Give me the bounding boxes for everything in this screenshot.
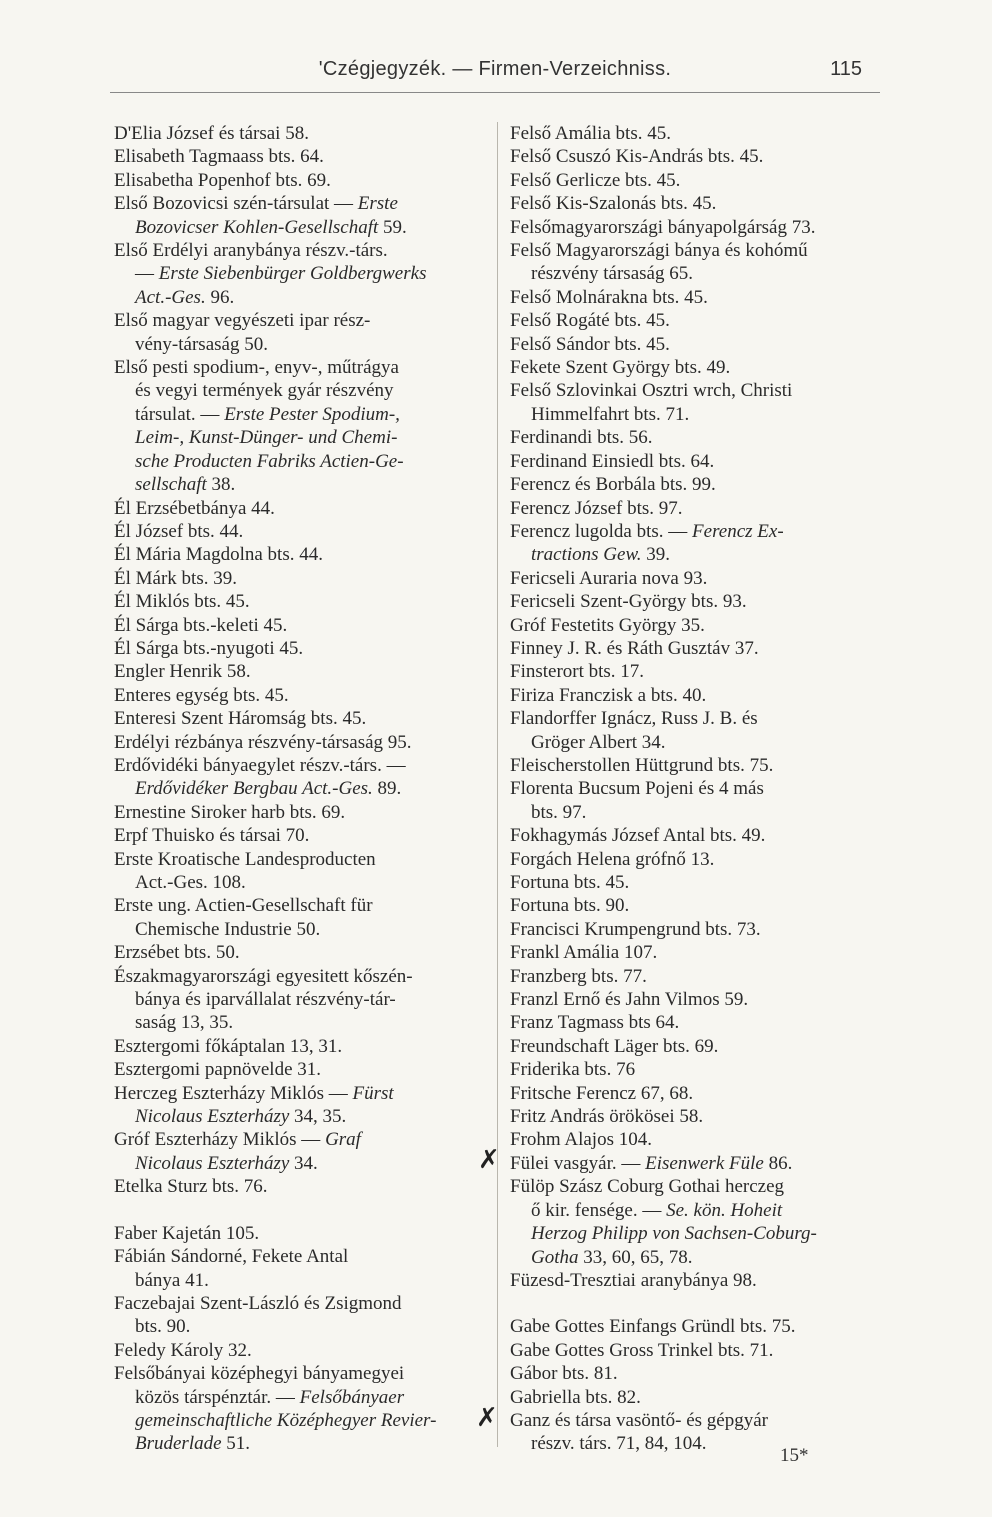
entry-text: Ferencz József bts. 97. (510, 497, 683, 519)
entry-text: Himmelfahrt bts. 71. (531, 403, 690, 425)
running-title: 'Czégjegyzék. — Firmen-Verzeichniss. (318, 58, 672, 80)
index-entry-line (510, 1339, 880, 1362)
entry-italic-text: Herzog Philipp von Sachsen-Coburg- (531, 1223, 817, 1245)
right-column (510, 122, 880, 1456)
entry-text: bánya és iparvállalat részvény-tár- (135, 989, 396, 1011)
index-entry-line (114, 1269, 484, 1292)
entry-text: Faczebajai Szent-László és Zsigmond (114, 1292, 402, 1314)
entry-text: Ferencz és Borbála bts. 99. (510, 474, 716, 496)
entry-text: bánya 41. (135, 1269, 209, 1291)
entry-italic-text: Gotha (531, 1246, 579, 1268)
entry-page-ref: 89. (372, 778, 402, 800)
index-entry-line (510, 403, 880, 426)
entry-page-ref: 34. (289, 1152, 318, 1174)
entry-text: Első Erdélyi aranybánya részv.-társ. (114, 240, 388, 262)
index-entry-line (114, 356, 484, 379)
index-entry-line (510, 473, 880, 496)
index-entry-line (510, 707, 880, 730)
index-entry-line (510, 684, 880, 707)
entry-text: Act.-Ges. 108. (135, 872, 246, 893)
index-entry-line (510, 918, 880, 941)
index-entry-line (510, 637, 880, 660)
index-entry-line (510, 497, 880, 520)
index-entry-line (114, 1222, 484, 1245)
index-entry-line (510, 1011, 880, 1034)
entry-text: Esztergomi papnövelde 31. (114, 1059, 322, 1081)
index-entry-line (510, 239, 880, 262)
entry-page-ref: 33, 60, 65, 78. (578, 1246, 693, 1268)
entry-text: Füzesd-Tresztiai aranybánya 98. (510, 1269, 757, 1291)
index-entry-line (114, 707, 484, 730)
entry-italic-text: Bruderlade (135, 1433, 222, 1455)
entry-text: saság 13, 35. (135, 1012, 234, 1034)
index-entry-line (114, 871, 484, 894)
entry-italic-text: Felsőbányaer (299, 1386, 405, 1408)
index-entry-line (510, 1105, 880, 1128)
entry-text: Finsterort bts. 17. (510, 661, 645, 683)
index-entry-line (510, 824, 880, 847)
entry-text: Gabriella bts. 82. (510, 1386, 641, 1408)
entry-text: Finney J. R. és Ráth Gusztáv 37. (510, 637, 759, 659)
entry-text: Feledy Károly 32. (114, 1339, 252, 1361)
entry-page-ref: 96. (205, 286, 235, 308)
index-entry-line (114, 1292, 484, 1315)
page-header (110, 52, 880, 93)
index-entry-line (510, 356, 880, 379)
entry-text: Él Márk bts. 39. (114, 567, 237, 589)
index-entry-line (114, 262, 484, 285)
entry-text: bts. 90. (135, 1316, 191, 1338)
entry-text: Elisabetha Popenhof bts. 69. (114, 169, 331, 191)
index-entry-line (510, 777, 880, 800)
index-entry-line (114, 379, 484, 402)
index-entry-line (114, 801, 484, 824)
entry-text: Felső Gerlicze bts. 45. (510, 169, 681, 191)
index-entry-line (114, 660, 484, 683)
index-entry-line (114, 169, 484, 192)
entry-text: Erdővidéki bányaegylet részv.-társ. — (114, 754, 406, 776)
index-entry-line (114, 1315, 484, 1338)
entry-text: Felső Szlovinkai Osztri wrch, Christi (510, 380, 793, 402)
index-entry-line (114, 1035, 484, 1058)
index-entry-line (510, 660, 880, 683)
entry-text: Ferdinandi bts. 56. (510, 427, 653, 449)
index-entry-line (510, 988, 880, 1011)
index-entry-line (510, 309, 880, 332)
entry-text: Északmagyarországi egyesitett kőszén- (114, 965, 413, 987)
index-entry-line (114, 309, 484, 332)
index-entry-line (114, 567, 484, 590)
entry-text: Frohm Alajos 104. (510, 1129, 652, 1151)
entry-text: ő kir. fensége. — (531, 1199, 667, 1221)
index-entry-line (114, 145, 484, 168)
margin-annotation-mark: ✗ (476, 1403, 498, 1433)
entry-text: Gröger Albert 34. (531, 731, 666, 753)
entry-italic-text: Erste (357, 193, 398, 215)
index-entry-line (510, 1315, 880, 1338)
index-entry-line (510, 871, 880, 894)
index-entry-line (510, 731, 880, 754)
index-entry-line (114, 403, 484, 426)
entry-text: Ferdinand Einsiedl bts. 64. (510, 450, 715, 472)
entry-text: Felső Amália bts. 45. (510, 123, 671, 144)
entry-italic-text: Graf (325, 1129, 361, 1151)
entry-text: Faber Kajetán 105. (114, 1222, 260, 1244)
index-entry-line (510, 216, 880, 239)
margin-annotation-mark: ✗ (478, 1145, 500, 1175)
entry-text: társulat. — (135, 403, 225, 425)
index-entry-line (114, 450, 484, 473)
entry-text: részv. társ. 71, 84, 104. (531, 1433, 707, 1455)
entry-text: Firiza Franczisk a bts. 40. (510, 684, 707, 706)
entry-text: Erpf Thuisko és társai 70. (114, 825, 310, 847)
entry-text: Fritsche Ferencz 67, 68. (510, 1082, 694, 1104)
entry-italic-text: Erdővidéker Bergbau Act.-Ges. (135, 778, 373, 800)
entry-text: Enteres egység bts. 45. (114, 684, 289, 706)
index-entry-line (510, 1128, 880, 1151)
entry-text: Fülöp Szász Coburg Gothai herczeg (510, 1176, 785, 1198)
page-number: 115 (830, 58, 862, 80)
entry-italic-text: Fürst (352, 1082, 394, 1104)
left-column (114, 122, 484, 1456)
index-entry-line (510, 1386, 880, 1409)
entry-text: Freundschaft Läger bts. 69. (510, 1035, 719, 1057)
entry-text: Forgách Helena grófnő 13. (510, 848, 715, 870)
index-entry-line (114, 216, 484, 239)
entry-text: Felsőbányai középhegyi bányamegyei (114, 1363, 405, 1385)
index-entry-line (510, 286, 880, 309)
index-entry-line (114, 1082, 484, 1105)
entry-text: Első magyar vegyészeti ipar rész- (114, 310, 371, 332)
index-entry-line (114, 1152, 484, 1175)
index-entry-line (114, 777, 484, 800)
index-entry-line (114, 122, 484, 145)
index-entry-line (114, 1011, 484, 1034)
entry-text: Fleischerstollen Hüttgrund bts. 75. (510, 754, 774, 776)
entry-italic-text: Ferencz Ex- (692, 520, 784, 542)
column-divider (497, 122, 498, 1447)
entry-text: és vegyi termények gyár részvény (135, 380, 394, 402)
index-entry-line (114, 473, 484, 496)
index-entry-line (114, 988, 484, 1011)
entry-italic-text: Se. kön. Hoheit (666, 1199, 783, 1221)
index-entry-line (114, 637, 484, 660)
entry-text: Chemische Industrie 50. (135, 918, 321, 940)
entry-text: Fericseli Szent-György bts. 93. (510, 591, 747, 613)
index-entry-line (510, 1246, 880, 1269)
index-entry-line (114, 824, 484, 847)
index-entry-line (510, 1362, 880, 1385)
index-entry-line (114, 333, 484, 356)
entry-page-ref: 51. (221, 1433, 251, 1455)
index-entry-line (510, 567, 880, 590)
index-entry-line (114, 894, 484, 917)
index-entry-line (510, 122, 880, 145)
entry-text: Első pesti spodium-, enyv-, műtrágya (114, 357, 399, 379)
entry-text: közös társpénztár. — (135, 1386, 300, 1408)
index-entry-line (114, 1339, 484, 1362)
entry-text: Florenta Bucsum Pojeni és 4 más (510, 778, 764, 800)
entry-text: Franzberg bts. 77. (510, 965, 647, 987)
entry-text: Erste ung. Actien-Gesellschaft für (114, 895, 373, 917)
index-entry-line (510, 520, 880, 543)
entry-text: Gróf Eszterházy Miklós — (114, 1129, 326, 1151)
entry-text: Él József bts. 44. (114, 520, 244, 542)
entry-italic-text: Nicolaus Eszterházy (135, 1106, 290, 1128)
entry-text: Felső Csuszó Kis-András bts. 45. (510, 146, 764, 168)
index-entry-line (510, 1432, 880, 1455)
entry-text: Felső Kis-Szalonás bts. 45. (510, 193, 717, 215)
entry-text: Él Sárga bts.-keleti 45. (114, 614, 288, 636)
entry-text: Fülei vasgyár. — (510, 1152, 646, 1174)
entry-page-ref: 86. (763, 1152, 793, 1174)
entry-text: Él Miklós bts. 45. (114, 591, 250, 613)
entry-text: Etelka Sturz bts. 76. (114, 1176, 268, 1198)
entry-italic-text: Bozovicser Kohlen-Gesellschaft (135, 216, 379, 238)
entry-text: Gabe Gottes Einfangs Gründl bts. 75. (510, 1316, 796, 1338)
entry-text: Herczeg Eszterházy Miklós — (114, 1082, 353, 1104)
entry-text: — (135, 263, 159, 285)
index-entry-line (510, 543, 880, 566)
index-entry-line (510, 1152, 880, 1175)
entry-text: Engler Henrik 58. (114, 661, 251, 683)
entry-text: Fortuna bts. 45. (510, 872, 630, 893)
entry-text: Első Bozovicsi szén-társulat — (114, 193, 358, 215)
index-entry-line (114, 1058, 484, 1081)
entry-italic-text: tractions Gew. (531, 544, 642, 566)
index-entry-line (114, 543, 484, 566)
index-entry-line (510, 590, 880, 613)
index-entry-line (510, 1175, 880, 1198)
entry-text: Erste Kroatische Landesproducten (114, 848, 376, 870)
index-entry-line (114, 614, 484, 637)
index-entry-line (114, 192, 484, 215)
index-entry-line (510, 1409, 880, 1432)
entry-text: Fekete Szent György bts. 49. (510, 357, 731, 379)
entry-text: Él Erzsébetbánya 44. (114, 497, 275, 519)
entry-page-ref: 59. (378, 216, 407, 238)
index-entry-line (510, 941, 880, 964)
index-entry-line (114, 239, 484, 262)
entry-text: Fábián Sándorné, Fekete Antal (114, 1246, 349, 1268)
entry-italic-text: Erste Pester Spodium-, (224, 403, 400, 425)
entry-text: Gabe Gottes Gross Trinkel bts. 71. (510, 1339, 774, 1361)
entry-text: Fokhagymás József Antal bts. 49. (510, 825, 766, 847)
index-entry-line (510, 1222, 880, 1245)
entry-italic-text: Nicolaus Eszterházy (135, 1152, 290, 1174)
entry-text: Felső Magyarországi bánya és kohómű (510, 240, 808, 262)
index-entry-line (510, 1199, 880, 1222)
entry-page-ref: 34, 35. (289, 1106, 347, 1128)
entry-text: Gróf Festetits György 35. (510, 614, 705, 636)
entry-text: Gábor bts. 81. (510, 1363, 618, 1385)
entry-text: Esztergomi főkáptalan 13, 31. (114, 1035, 343, 1057)
index-entry-line (114, 731, 484, 754)
index-entry-line (114, 684, 484, 707)
index-entry-line (114, 1362, 484, 1385)
index-entry-line (114, 918, 484, 941)
index-entry-line (114, 1386, 484, 1409)
index-entry-line (510, 1058, 880, 1081)
index-entry-line (510, 450, 880, 473)
entry-text: Flandorffer Ignácz, Russ J. B. és (510, 708, 758, 730)
entry-text: Friderika bts. 76 (510, 1059, 636, 1081)
entry-text: Ganz és társa vasöntő- és gépgyár (510, 1409, 768, 1431)
signature-mark: 15* (780, 1445, 809, 1466)
index-entry-line (114, 1432, 484, 1455)
entry-text: Erdélyi rézbánya részvény-társaság 95. (114, 731, 412, 753)
index-entry-line (114, 1105, 484, 1128)
entry-page-ref: 39. (641, 544, 670, 566)
entry-text: D'Elia József és társai 58. (114, 123, 309, 144)
index-entry-line (510, 614, 880, 637)
entry-text: Fortuna bts. 90. (510, 895, 630, 917)
entry-italic-text: Eisenwerk Füle (645, 1152, 764, 1174)
entry-text: Felsőmagyarországi bányapolgárság 73. (510, 216, 816, 238)
entry-text: Fericseli Auraria nova 93. (510, 567, 708, 589)
index-entry-line (510, 426, 880, 449)
entry-text: Ferencz lugolda bts. — (510, 520, 693, 542)
index-entry-line (510, 262, 880, 285)
entry-text: Él Mária Magdolna bts. 44. (114, 544, 323, 566)
index-entry-line (114, 286, 484, 309)
index-entry-line (114, 1128, 484, 1151)
index-entry-line (510, 848, 880, 871)
entry-text: Ernestine Siroker harb bts. 69. (114, 801, 346, 823)
index-entry-line (114, 1245, 484, 1268)
index-entry-line (510, 333, 880, 356)
entry-italic-text: Erste Siebenbürger Goldbergwerks (158, 263, 427, 285)
entry-italic-text: Leim-, Kunst-Dünger- und Chemi- (135, 427, 398, 449)
entry-text: Felső Molnárakna bts. 45. (510, 286, 708, 308)
index-entry-line (510, 965, 880, 988)
index-entry-line (114, 1409, 484, 1432)
index-entry-line (510, 145, 880, 168)
index-entry-line (510, 169, 880, 192)
entry-text: Frankl Amália 107. (510, 942, 658, 964)
entry-italic-text: sche Producten Fabriks Actien-Ge- (135, 450, 404, 472)
entry-italic-text: sellschaft (135, 474, 207, 496)
index-entry-line (510, 1269, 880, 1292)
index-entry-line (114, 1175, 484, 1198)
index-entry-line (114, 754, 484, 777)
entry-text: Felső Sándor bts. 45. (510, 333, 670, 355)
entry-text: Él Sárga bts.-nyugoti 45. (114, 637, 304, 659)
index-entry-line (114, 941, 484, 964)
entry-text: Franz Tagmass bts 64. (510, 1012, 680, 1034)
index-entry-line (510, 1035, 880, 1058)
entry-italic-text: gemeinschaftliche Középhegyer Revier- (135, 1409, 437, 1431)
entry-text: Erzsébet bts. 50. (114, 942, 240, 964)
entry-text: bts. 97. (531, 801, 587, 823)
entry-text: Enteresi Szent Háromság bts. 45. (114, 708, 367, 730)
index-entry-line (510, 754, 880, 777)
entry-page-ref: 38. (206, 474, 236, 496)
index-entry-line (510, 894, 880, 917)
entry-text: Fritz András örökösei 58. (510, 1106, 704, 1128)
entry-text: Elisabeth Tagmaass bts. 64. (114, 146, 324, 168)
entry-text: részvény társaság 65. (531, 263, 693, 285)
index-entry-line (114, 520, 484, 543)
index-entry-line (114, 848, 484, 871)
index-entry-line (114, 426, 484, 449)
entry-text: Felső Rogáté bts. 45. (510, 310, 670, 332)
entry-text: vény-társaság 50. (135, 333, 268, 355)
index-entry-line (114, 965, 484, 988)
index-entry-line (114, 590, 484, 613)
index-entry-line (510, 1082, 880, 1105)
index-entry-line (510, 192, 880, 215)
index-entry-line (510, 379, 880, 402)
entry-text: Francisci Krumpengrund bts. 73. (510, 918, 761, 940)
entry-italic-text: Act.-Ges. (135, 286, 206, 308)
index-entry-line (114, 497, 484, 520)
index-entry-line (510, 801, 880, 824)
entry-text: Franzl Ernő és Jahn Vilmos 59. (510, 989, 749, 1011)
